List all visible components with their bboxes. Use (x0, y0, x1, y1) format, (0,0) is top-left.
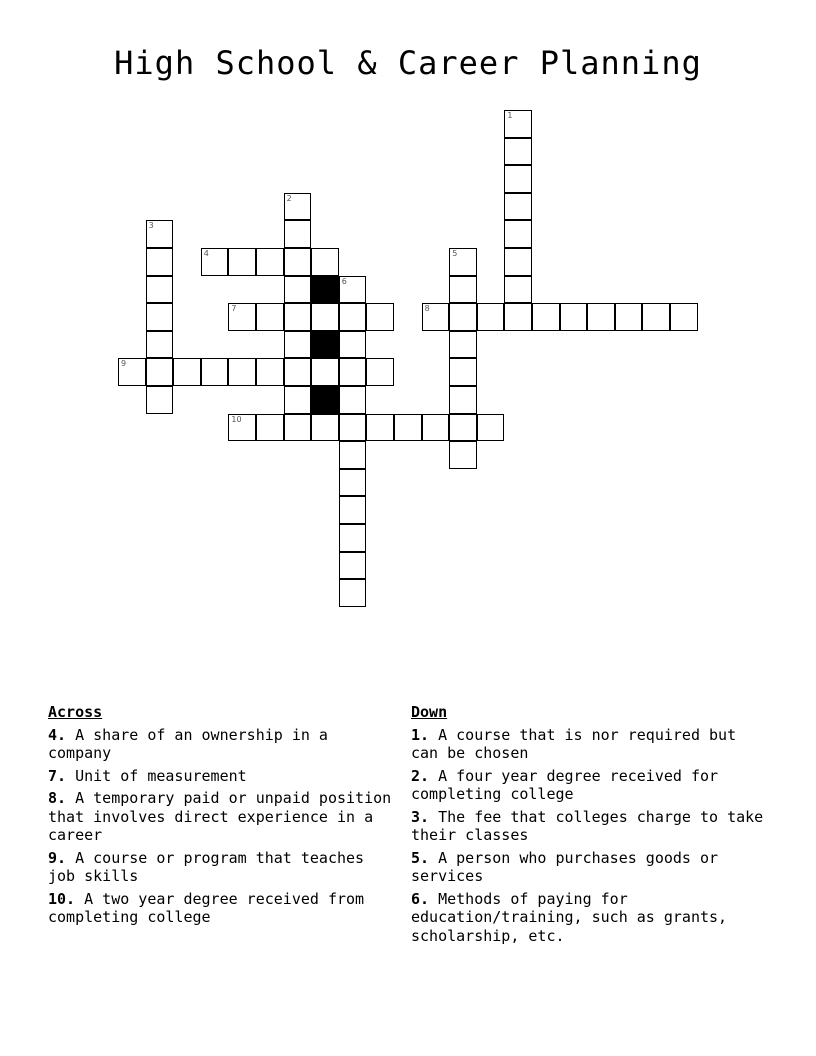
clue-number: 2. (411, 766, 430, 785)
crossword-cell[interactable] (284, 193, 312, 221)
crossword-cell[interactable] (504, 248, 532, 276)
cell-number: 5 (452, 249, 458, 258)
clue-across-8 (48, 789, 398, 845)
crossword-cell[interactable] (642, 303, 670, 331)
crossword-block (311, 276, 339, 304)
crossword-cell[interactable] (422, 303, 450, 331)
clue-across-4 (48, 726, 398, 763)
clue-text: A share of an ownership in a company (48, 725, 328, 762)
crossword-cell[interactable] (339, 441, 367, 469)
clue-text: A four year degree received for completing college (411, 766, 719, 803)
crossword-cell[interactable] (504, 220, 532, 248)
crossword-cell[interactable] (449, 358, 477, 386)
crossword-block (311, 331, 339, 359)
cell-number: 7 (231, 304, 237, 314)
cell-number: 9 (121, 359, 127, 369)
crossword-block (311, 386, 339, 414)
crossword-cell[interactable] (449, 414, 477, 442)
clue-text: A course or program that teaches job skills (48, 848, 365, 885)
crossword-cell[interactable] (339, 524, 367, 552)
crossword-cell[interactable] (146, 276, 174, 304)
crossword-cell[interactable] (670, 303, 698, 331)
cell-number: 8 (424, 304, 430, 314)
crossword-cell[interactable] (504, 165, 532, 193)
crossword-cell[interactable] (449, 248, 477, 276)
crossword-cell[interactable] (146, 386, 174, 414)
crossword-cell[interactable] (449, 386, 477, 414)
clue-down-1 (411, 726, 771, 763)
clue-across-7 (48, 767, 398, 786)
crossword-cell[interactable] (339, 386, 367, 414)
crossword-cell[interactable] (228, 414, 256, 442)
crossword-cell[interactable] (146, 248, 174, 276)
crossword-cell[interactable] (256, 414, 284, 442)
crossword-cell[interactable] (284, 248, 312, 276)
down-heading: Down (411, 703, 448, 721)
crossword-cell[interactable] (284, 276, 312, 304)
crossword-cell[interactable] (339, 358, 367, 386)
crossword-cell[interactable] (477, 303, 505, 331)
clue-number: 6. (411, 889, 430, 908)
crossword-cell[interactable] (532, 303, 560, 331)
crossword-cell[interactable] (228, 303, 256, 331)
clue-text: Unit of measurement (75, 766, 247, 785)
crossword-cell[interactable] (146, 303, 174, 331)
clue-number: 3. (411, 807, 430, 826)
cell-number: 6 (341, 276, 347, 286)
clue-number: 5. (411, 848, 430, 867)
clue-number: 9. (48, 848, 67, 867)
cell-number: 1 (507, 111, 513, 120)
crossword-cell[interactable] (366, 303, 394, 331)
crossword-cell[interactable] (339, 469, 367, 497)
crossword-cell[interactable] (284, 331, 312, 359)
across-clues (48, 703, 398, 931)
down-clues (411, 703, 771, 949)
crossword-cell[interactable] (339, 276, 367, 304)
crossword-cell[interactable] (146, 358, 174, 386)
crossword-cell[interactable] (504, 193, 532, 221)
crossword-cell[interactable] (228, 358, 256, 386)
clue-text: Methods of paying for education/training, such as grants, scholarship, etc. (411, 889, 728, 945)
crossword-cell[interactable] (311, 414, 339, 442)
crossword-cell[interactable] (284, 303, 312, 331)
crossword-cell[interactable] (504, 138, 532, 166)
crossword-cell[interactable] (311, 358, 339, 386)
crossword-cell[interactable] (201, 248, 229, 276)
crossword-cell[interactable] (339, 331, 367, 359)
crossword-cell[interactable] (311, 248, 339, 276)
page-title: High School & Career Planning (114, 44, 702, 82)
clue-down-6 (411, 890, 771, 946)
clue-number: 8. (48, 789, 67, 807)
clue-number: 1. (411, 725, 430, 744)
crossword-cell[interactable] (339, 303, 367, 331)
crossword-cell[interactable] (146, 220, 174, 248)
crossword-cell[interactable] (256, 303, 284, 331)
cell-number: 3 (148, 221, 154, 231)
clue-number: 7. (48, 766, 67, 785)
clue-down-3 (411, 808, 771, 845)
crossword-cell[interactable] (118, 358, 146, 386)
clue-number: 10. (48, 889, 76, 908)
clue-text: A two year degree received from completing college (48, 889, 365, 926)
crossword-cell[interactable] (284, 414, 312, 442)
crossword-cell[interactable] (615, 303, 643, 331)
clue-text: A person who purchases goods or services (411, 848, 719, 885)
crossword-cell[interactable] (366, 358, 394, 386)
crossword-cell[interactable] (449, 331, 477, 359)
crossword-cell[interactable] (256, 358, 284, 386)
clue-across-9 (48, 849, 398, 886)
cell-number: 2 (286, 193, 292, 203)
clue-across-10 (48, 890, 398, 927)
crossword-cell[interactable] (366, 414, 394, 442)
crossword-cell[interactable] (504, 276, 532, 304)
crossword-cell[interactable] (560, 303, 588, 331)
crossword-cell[interactable] (422, 414, 450, 442)
clue-text: A course that is nor required but can be chosen (411, 725, 737, 762)
crossword-cell[interactable] (449, 276, 477, 304)
crossword-cell[interactable] (504, 303, 532, 331)
crossword-cell[interactable] (284, 358, 312, 386)
crossword-cell[interactable] (449, 303, 477, 331)
crossword-cell[interactable] (394, 414, 422, 442)
crossword-cell[interactable] (339, 552, 367, 580)
crossword-cell[interactable] (477, 414, 505, 442)
crossword-cell[interactable] (339, 414, 367, 442)
crossword-cell[interactable] (284, 386, 312, 414)
cell-number: 4 (203, 249, 209, 258)
crossword-cell[interactable] (201, 358, 229, 386)
clue-text: A temporary paid or unpaid position that involves direct experience in a career (48, 789, 392, 844)
clue-text: The fee that colleges charge to take their classes (411, 807, 764, 844)
crossword-cell[interactable] (339, 579, 367, 607)
crossword-cell[interactable] (449, 441, 477, 469)
crossword-cell[interactable] (256, 248, 284, 276)
crossword-cell[interactable] (284, 220, 312, 248)
clue-number: 4. (48, 725, 67, 744)
clue-down-2 (411, 767, 771, 804)
crossword-cell[interactable] (228, 248, 256, 276)
crossword-cell[interactable] (311, 303, 339, 331)
across-heading: Across (48, 703, 103, 721)
crossword-cell[interactable] (146, 331, 174, 359)
crossword-cell[interactable] (504, 110, 532, 138)
crossword-cell[interactable] (173, 358, 201, 386)
cell-number: 10 (231, 414, 242, 424)
clue-down-5 (411, 849, 771, 886)
crossword-cell[interactable] (339, 496, 367, 524)
crossword-cell[interactable] (587, 303, 615, 331)
